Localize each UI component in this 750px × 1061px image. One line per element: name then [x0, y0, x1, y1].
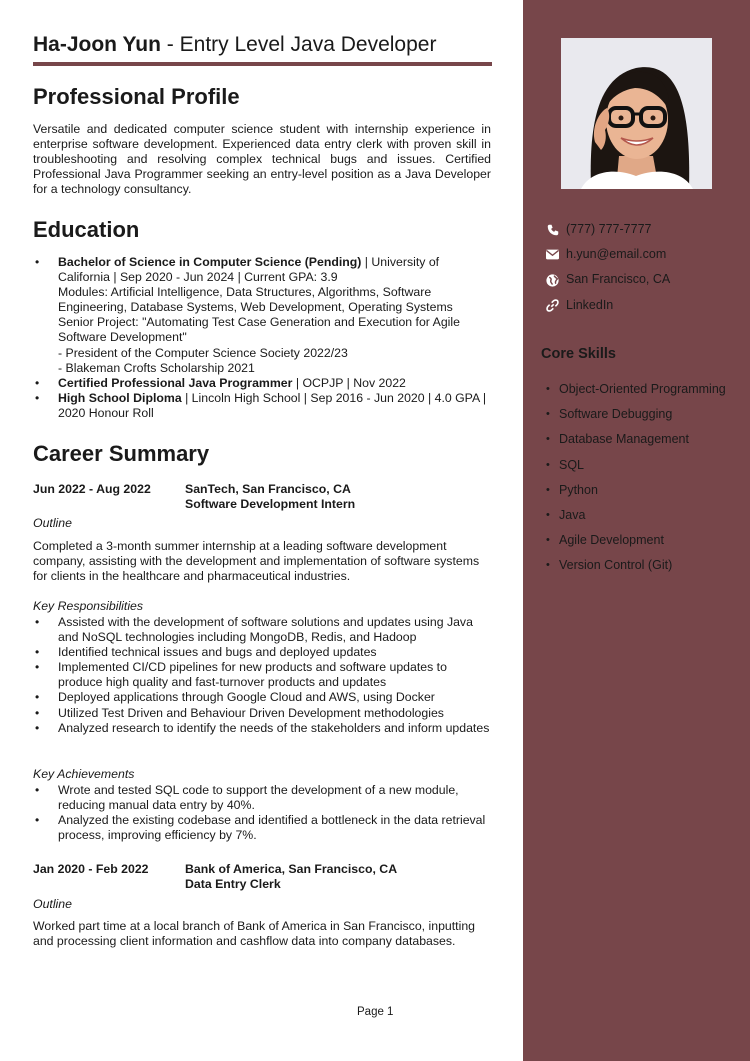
- job-company: SanTech, San Francisco, CA: [185, 482, 351, 496]
- contact-linkedin[interactable]: [546, 293, 670, 318]
- title-separator: -: [160, 33, 180, 56]
- envelope-icon: [546, 248, 559, 261]
- contact-list: [546, 217, 670, 318]
- job-outline: Worked part time at a local branch of Bank of America in San Francisco, inputting and processing client information and cashflow data into company databases.: [33, 919, 475, 949]
- education-extra: - President of the Computer Science Society 2022/23: [58, 345, 348, 360]
- profile-photo: [561, 38, 712, 189]
- skill-item: • Version Control (Git): [541, 553, 726, 578]
- list-item: • Analyzed the existing codebase and identified a bottleneck in the data retrieval process, improving efficiency by 7%.: [33, 813, 491, 843]
- outline-label: Outline: [33, 897, 72, 911]
- phone-text: (777) 777-7777: [566, 222, 652, 236]
- responsibilities-label: Key Responsibilities: [33, 599, 144, 613]
- skill-item: • SQL: [541, 453, 726, 478]
- skill-item: • Python: [541, 478, 726, 503]
- skill-item: • Object-Oriented Programming: [541, 377, 726, 402]
- outline-label: Outline: [33, 516, 72, 530]
- skills-heading: Core Skills: [541, 346, 616, 362]
- resume-title: [33, 32, 492, 58]
- contact-phone: [546, 217, 670, 242]
- education-extra: - Blakeman Crofts Scholarship 2021: [58, 360, 255, 375]
- degree-name: Bachelor of Science in Computer Science (Pending): [58, 255, 362, 269]
- education-project: Senior Project: "Automating Test Case Generation and Execution for Agile Software Development": [58, 315, 460, 345]
- job-dates: Jun 2022 - Aug 2022: [33, 482, 151, 496]
- job-dates: Jan 2020 - Feb 2022: [33, 862, 149, 876]
- degree-details: | University of California | Sep 2020 - Jun 2024 | Current GPA: 3.9: [58, 255, 440, 285]
- job-company: Bank of America, San Francisco, CA: [185, 862, 398, 876]
- profile-text: Versatile and dedicated computer science student with internship experience in enterprise software development. Experienced data entry clerk with proven skill in troubleshooting and resolving complex technical bugs and issues. Certified Professional Java Programmer seeking an entry-level position as a Java Developer for a technology consultancy.: [33, 122, 491, 197]
- career-heading: Career Summary: [33, 441, 210, 466]
- phone-icon: [546, 223, 559, 236]
- job-title: Entry Level Java Developer: [179, 33, 437, 56]
- education-degree-line: [58, 255, 491, 285]
- contact-email[interactable]: [546, 242, 670, 267]
- list-item: • Assisted with the development of software solutions and updates using Java and NoSQL technologies including MongoDB, Redis, and Hadoop: [33, 615, 491, 645]
- education-modules: Modules: Artificial Intelligence, Data Structures, Algorithms, Software Engineering, Database Systems, Web Development, Operating Systems: [58, 285, 453, 315]
- location-text: San Francisco, CA: [566, 272, 671, 287]
- email-link[interactable]: h.yun@email.com: [566, 247, 667, 262]
- certification-name: Certified Professional Java Programmer: [58, 375, 293, 390]
- list-item: • Analyzed research to identify the needs of the stakeholders and inform updates: [33, 721, 491, 736]
- skill-item: • Java: [541, 503, 726, 528]
- education-item: [33, 391, 491, 421]
- achievements-list: [33, 783, 491, 843]
- diploma-details: | Lincoln High School | Sep 2016 - Jun 2020 | 4.0 GPA | 2020 Honour Roll: [58, 390, 487, 420]
- education-item: [33, 376, 491, 391]
- page-number: Page 1: [357, 1006, 394, 1018]
- list-item: • Identified technical issues and bugs and deployed updates: [33, 645, 491, 660]
- job-role: Data Entry Clerk: [185, 877, 281, 892]
- responsibilities-list: [33, 615, 491, 736]
- candidate-name: Ha-Joon Yun: [33, 33, 161, 56]
- link-icon: [546, 299, 559, 312]
- globe-icon: [546, 274, 559, 287]
- education-heading: Education: [33, 217, 140, 242]
- linkedin-link[interactable]: LinkedIn: [566, 297, 614, 312]
- contact-location: [546, 267, 670, 292]
- profile-heading: Professional Profile: [33, 84, 240, 109]
- skills-list: [541, 377, 726, 579]
- list-item: • Implemented CI/CD pipelines for new products and software updates to produce high quality and fast-turnover products and updates: [33, 660, 491, 690]
- education-item: [33, 255, 491, 376]
- resume-header: [33, 32, 492, 66]
- list-item: • Deployed applications through Google Cloud and AWS, using Docker: [33, 690, 491, 705]
- list-item: • Wrote and tested SQL code to support the development of a new module, reducing manual data entry by 40%.: [33, 783, 491, 813]
- skill-item: • Database Management: [541, 427, 726, 452]
- skill-item: • Software Debugging: [541, 402, 726, 427]
- job-outline: Completed a 3-month summer internship at a leading software development company, assisting with the development and implementation of software systems for clients in the healthcare and pharmaceutical industries.: [33, 539, 480, 584]
- certification-details: | OCPJP | Nov 2022: [292, 375, 406, 390]
- job-role: Software Development Intern: [185, 497, 356, 512]
- achievements-label: Key Achievements: [33, 767, 135, 781]
- skill-item: • Agile Development: [541, 528, 726, 553]
- list-item: • Utilized Test Driven and Behaviour Driven Development methodologies: [33, 706, 491, 721]
- diploma-name: High School Diploma: [58, 390, 182, 405]
- portrait-illustration: [561, 38, 712, 189]
- education-list: [33, 255, 491, 421]
